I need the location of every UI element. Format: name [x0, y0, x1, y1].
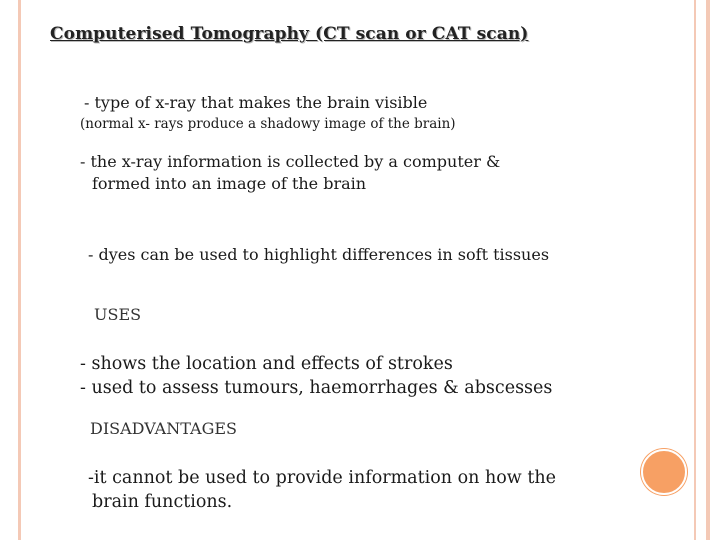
use-tumours: - used to assess tumours, haemorrhages & abscesses — [80, 378, 553, 398]
bullet-computer-collection: - the x-ray information is collected by a computer & — [80, 152, 501, 171]
right-frame-line-inner — [706, 0, 710, 540]
bullet-computer-collection-cont: formed into an image of the brain — [92, 174, 367, 193]
bullet-xray-type: - type of x-ray that makes the brain visible — [84, 93, 428, 112]
disadvantage-functions-cont: brain functions. — [92, 492, 233, 512]
right-frame-line-outer — [694, 0, 696, 540]
decorative-orange-circle — [641, 449, 687, 495]
use-strokes: - shows the location and effects of strokes — [80, 354, 453, 374]
note-normal-xray: (normal x- rays produce a shadowy image of the brain) — [80, 116, 456, 132]
bullet-dyes: - dyes can be used to highlight differences in soft tissues — [88, 245, 550, 264]
left-frame-line — [18, 0, 21, 540]
slide-title: Computerised Tomography (CT scan or CAT scan) — [50, 24, 529, 44]
disadvantage-functions: -it cannot be used to provide information on how the — [88, 468, 556, 488]
uses-heading: USES — [94, 305, 142, 324]
disadvantages-heading: DISADVANTAGES — [90, 419, 238, 438]
